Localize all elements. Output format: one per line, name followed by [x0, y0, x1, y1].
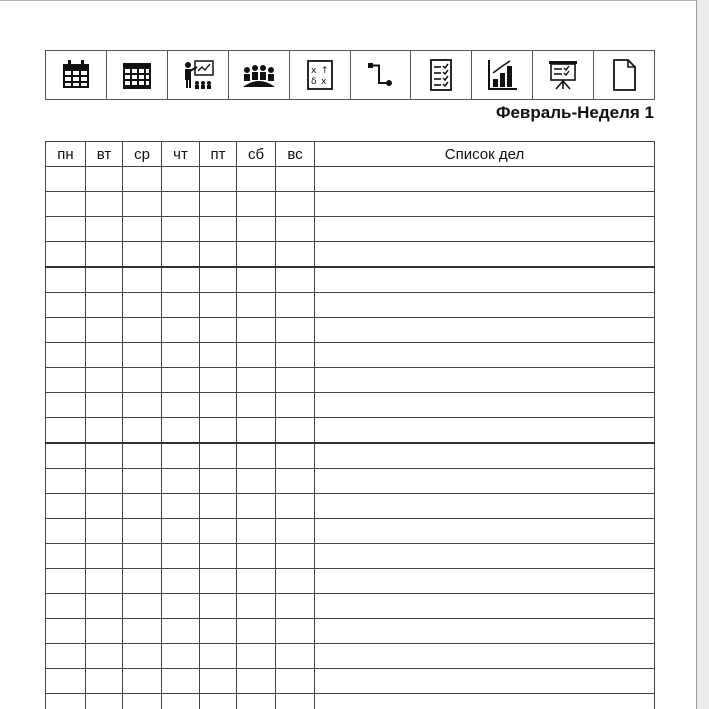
day-checkbox-cell-wed[interactable]	[123, 669, 162, 694]
day-checkbox-cell-fri[interactable]	[200, 343, 237, 368]
day-checkbox-cell-tue[interactable]	[86, 469, 123, 494]
grid-calendar-icon	[119, 57, 155, 93]
svg-text:δ: δ	[310, 77, 317, 87]
day-checkbox-cell-wed[interactable]	[123, 569, 162, 594]
day-checkbox-cell-fri[interactable]	[200, 192, 237, 217]
day-checkbox-cell-tue[interactable]	[86, 368, 123, 393]
day-checkbox-cell-sat[interactable]	[237, 267, 276, 293]
day-checkbox-cell-tue[interactable]	[86, 594, 123, 619]
day-header-mon: пн	[46, 142, 86, 167]
day-checkbox-cell-fri[interactable]	[200, 368, 237, 393]
svg-text:x: x	[320, 77, 326, 87]
weekly-planner-table	[45, 141, 655, 709]
task-cell[interactable]	[315, 343, 655, 368]
day-checkbox-cell-wed[interactable]	[123, 267, 162, 293]
grid-calendar-tool-button[interactable]	[107, 51, 168, 99]
day-checkbox-cell-sun[interactable]	[276, 343, 315, 368]
day-checkbox-cell-tue[interactable]	[86, 192, 123, 217]
day-checkbox-cell-sun[interactable]	[276, 318, 315, 343]
day-checkbox-cell-sun[interactable]	[276, 293, 315, 318]
table-row	[46, 242, 655, 268]
day-checkbox-cell-tue[interactable]	[86, 569, 123, 594]
day-checkbox-cell-fri[interactable]	[200, 217, 237, 242]
day-checkbox-cell-tue[interactable]	[86, 544, 123, 569]
day-checkbox-cell-sun[interactable]	[276, 167, 315, 192]
day-checkbox-cell-sat[interactable]	[237, 192, 276, 217]
table-row	[46, 694, 655, 709]
table-row	[46, 669, 655, 694]
day-checkbox-cell-sat[interactable]	[237, 619, 276, 644]
day-checkbox-cell-tue[interactable]	[86, 644, 123, 669]
table-row	[46, 217, 655, 242]
task-cell[interactable]	[315, 368, 655, 393]
day-checkbox-cell-fri[interactable]	[200, 393, 237, 418]
day-checkbox-cell-tue[interactable]	[86, 443, 123, 469]
task-list-header: Список дел	[315, 142, 655, 167]
day-checkbox-cell-tue[interactable]	[86, 694, 123, 709]
day-checkbox-cell-wed[interactable]	[123, 594, 162, 619]
day-checkbox-cell-sun[interactable]	[276, 569, 315, 594]
day-checkbox-cell-fri[interactable]	[200, 267, 237, 293]
task-cell[interactable]	[315, 619, 655, 644]
day-checkbox-cell-wed[interactable]	[123, 469, 162, 494]
table-row	[46, 318, 655, 343]
projector-board-icon	[545, 57, 581, 93]
day-checkbox-cell-sun[interactable]	[276, 519, 315, 544]
day-checkbox-cell-sun[interactable]	[276, 368, 315, 393]
day-checkbox-cell-thu[interactable]	[162, 594, 200, 619]
day-checkbox-cell-wed[interactable]	[123, 393, 162, 418]
day-checkbox-cell-sat[interactable]	[237, 368, 276, 393]
day-checkbox-cell-thu[interactable]	[162, 469, 200, 494]
day-checkbox-cell-wed[interactable]	[123, 418, 162, 444]
day-checkbox-cell-sat[interactable]	[237, 443, 276, 469]
task-cell[interactable]	[315, 569, 655, 594]
day-checkbox-cell-tue[interactable]	[86, 217, 123, 242]
task-cell[interactable]	[315, 644, 655, 669]
task-cell[interactable]	[315, 494, 655, 519]
day-checkbox-cell-sat[interactable]	[237, 544, 276, 569]
day-checkbox-cell-wed[interactable]	[123, 368, 162, 393]
day-checkbox-cell-thu[interactable]	[162, 167, 200, 192]
day-checkbox-cell-fri[interactable]	[200, 167, 237, 192]
day-checkbox-cell-thu[interactable]	[162, 242, 200, 268]
day-checkbox-cell-thu[interactable]	[162, 418, 200, 444]
day-checkbox-cell-thu[interactable]	[162, 669, 200, 694]
table-row	[46, 393, 655, 418]
day-checkbox-cell-sat[interactable]	[237, 343, 276, 368]
day-header-tue: вт	[86, 142, 123, 167]
day-checkbox-cell-sun[interactable]	[276, 469, 315, 494]
day-checkbox-cell-mon[interactable]	[46, 619, 86, 644]
day-checkbox-cell-tue[interactable]	[86, 619, 123, 644]
day-checkbox-cell-mon[interactable]	[46, 192, 86, 217]
day-checkbox-cell-wed[interactable]	[123, 619, 162, 644]
blank-page-icon	[606, 57, 642, 93]
task-cell[interactable]	[315, 393, 655, 418]
day-checkbox-cell-fri[interactable]	[200, 494, 237, 519]
day-checkbox-cell-thu[interactable]	[162, 443, 200, 469]
day-checkbox-cell-fri[interactable]	[200, 242, 237, 268]
day-checkbox-cell-sun[interactable]	[276, 619, 315, 644]
day-checkbox-cell-sun[interactable]	[276, 242, 315, 268]
day-checkbox-cell-tue[interactable]	[86, 669, 123, 694]
page-title: Февраль-Неделя 1	[495, 103, 654, 122]
workflow-tool-button[interactable]	[351, 51, 412, 99]
table-row	[46, 267, 655, 293]
day-checkbox-cell-thu[interactable]	[162, 293, 200, 318]
task-cell[interactable]	[315, 242, 655, 268]
day-checkbox-cell-sat[interactable]	[237, 418, 276, 444]
day-checkbox-cell-mon[interactable]	[46, 644, 86, 669]
day-checkbox-cell-thu[interactable]	[162, 519, 200, 544]
day-checkbox-cell-sat[interactable]	[237, 167, 276, 192]
day-checkbox-cell-tue[interactable]	[86, 318, 123, 343]
day-checkbox-cell-mon[interactable]	[46, 544, 86, 569]
day-checkbox-cell-fri[interactable]	[200, 293, 237, 318]
day-checkbox-cell-thu[interactable]	[162, 217, 200, 242]
day-checkbox-cell-sun[interactable]	[276, 644, 315, 669]
day-checkbox-cell-thu[interactable]	[162, 544, 200, 569]
day-checkbox-cell-thu[interactable]	[162, 569, 200, 594]
task-cell[interactable]	[315, 167, 655, 192]
day-checkbox-cell-mon[interactable]	[46, 418, 86, 444]
strategy-board-icon	[302, 57, 338, 93]
day-checkbox-cell-tue[interactable]	[86, 242, 123, 268]
day-checkbox-cell-sun[interactable]	[276, 217, 315, 242]
day-checkbox-cell-thu[interactable]	[162, 393, 200, 418]
day-checkbox-cell-thu[interactable]	[162, 267, 200, 293]
day-checkbox-cell-mon[interactable]	[46, 443, 86, 469]
table-row	[46, 494, 655, 519]
day-checkbox-cell-thu[interactable]	[162, 619, 200, 644]
day-checkbox-cell-sun[interactable]	[276, 669, 315, 694]
svg-text:x: x	[310, 66, 316, 76]
day-checkbox-cell-fri[interactable]	[200, 443, 237, 469]
day-checkbox-cell-sat[interactable]	[237, 242, 276, 268]
table-row	[46, 368, 655, 393]
calendar-tool-button[interactable]	[46, 51, 107, 99]
task-cell[interactable]	[315, 418, 655, 444]
day-checkbox-cell-tue[interactable]	[86, 293, 123, 318]
day-checkbox-cell-mon[interactable]	[46, 393, 86, 418]
day-checkbox-cell-thu[interactable]	[162, 644, 200, 669]
day-checkbox-cell-wed[interactable]	[123, 494, 162, 519]
day-checkbox-cell-sat[interactable]	[237, 217, 276, 242]
table-row	[46, 519, 655, 544]
day-checkbox-cell-fri[interactable]	[200, 619, 237, 644]
table-row	[46, 192, 655, 217]
day-checkbox-cell-tue[interactable]	[86, 267, 123, 293]
day-checkbox-cell-tue[interactable]	[86, 393, 123, 418]
day-checkbox-cell-fri[interactable]	[200, 519, 237, 544]
day-checkbox-cell-sun[interactable]	[276, 494, 315, 519]
day-checkbox-cell-wed[interactable]	[123, 293, 162, 318]
svg-text:↑: ↑	[320, 66, 329, 76]
task-cell[interactable]	[315, 694, 655, 709]
task-cell[interactable]	[315, 443, 655, 469]
day-checkbox-cell-wed[interactable]	[123, 343, 162, 368]
projector-tool-button[interactable]	[533, 51, 594, 99]
day-checkbox-cell-wed[interactable]	[123, 192, 162, 217]
table-row	[46, 167, 655, 192]
day-checkbox-cell-fri[interactable]	[200, 694, 237, 709]
task-cell[interactable]	[315, 669, 655, 694]
day-checkbox-cell-sun[interactable]	[276, 544, 315, 569]
day-checkbox-cell-sun[interactable]	[276, 594, 315, 619]
day-checkbox-cell-wed[interactable]	[123, 443, 162, 469]
day-checkbox-cell-wed[interactable]	[123, 242, 162, 268]
table-row	[46, 569, 655, 594]
day-checkbox-cell-fri[interactable]	[200, 318, 237, 343]
day-header-fri: пт	[200, 142, 237, 167]
day-checkbox-cell-tue[interactable]	[86, 167, 123, 192]
day-checkbox-cell-sat[interactable]	[237, 293, 276, 318]
task-cell[interactable]	[315, 469, 655, 494]
table-row	[46, 594, 655, 619]
day-checkbox-cell-fri[interactable]	[200, 644, 237, 669]
day-checkbox-cell-sat[interactable]	[237, 318, 276, 343]
day-checkbox-cell-sun[interactable]	[276, 694, 315, 709]
day-checkbox-cell-mon[interactable]	[46, 494, 86, 519]
table-row	[46, 343, 655, 368]
day-checkbox-cell-wed[interactable]	[123, 694, 162, 709]
day-checkbox-cell-tue[interactable]	[86, 418, 123, 444]
day-checkbox-cell-tue[interactable]	[86, 519, 123, 544]
blank-page-tool-button[interactable]	[594, 51, 654, 99]
day-checkbox-cell-fri[interactable]	[200, 544, 237, 569]
header-row	[46, 142, 655, 167]
table-row	[46, 443, 655, 469]
day-checkbox-cell-fri[interactable]	[200, 418, 237, 444]
day-checkbox-cell-wed[interactable]	[123, 167, 162, 192]
task-cell[interactable]	[315, 192, 655, 217]
day-checkbox-cell-mon[interactable]	[46, 669, 86, 694]
planner-body	[46, 167, 655, 709]
day-checkbox-cell-sat[interactable]	[237, 519, 276, 544]
day-checkbox-cell-sat[interactable]	[237, 469, 276, 494]
day-checkbox-cell-mon[interactable]	[46, 694, 86, 709]
bar-chart-icon	[484, 57, 520, 93]
day-checkbox-cell-mon[interactable]	[46, 469, 86, 494]
day-checkbox-cell-thu[interactable]	[162, 343, 200, 368]
day-checkbox-cell-thu[interactable]	[162, 368, 200, 393]
table-row	[46, 544, 655, 569]
day-checkbox-cell-wed[interactable]	[123, 519, 162, 544]
day-checkbox-cell-thu[interactable]	[162, 318, 200, 343]
day-checkbox-cell-sun[interactable]	[276, 443, 315, 469]
day-checkbox-cell-sun[interactable]	[276, 393, 315, 418]
task-cell[interactable]	[315, 544, 655, 569]
day-checkbox-cell-sat[interactable]	[237, 569, 276, 594]
day-checkbox-cell-fri[interactable]	[200, 669, 237, 694]
task-cell[interactable]	[315, 519, 655, 544]
table-row	[46, 418, 655, 444]
day-checkbox-cell-wed[interactable]	[123, 544, 162, 569]
day-checkbox-cell-mon[interactable]	[46, 569, 86, 594]
day-checkbox-cell-mon[interactable]	[46, 343, 86, 368]
day-checkbox-cell-sat[interactable]	[237, 644, 276, 669]
teacher-board-icon	[180, 57, 216, 93]
workflow-icon	[362, 57, 398, 93]
checklist-icon	[423, 57, 459, 93]
table-row	[46, 293, 655, 318]
day-checkbox-cell-thu[interactable]	[162, 694, 200, 709]
day-checkbox-cell-sun[interactable]	[276, 418, 315, 444]
day-checkbox-cell-tue[interactable]	[86, 494, 123, 519]
day-checkbox-cell-sat[interactable]	[237, 694, 276, 709]
day-header-sat: сб	[237, 142, 276, 167]
day-header-wed: ср	[123, 142, 162, 167]
day-checkbox-cell-wed[interactable]	[123, 217, 162, 242]
day-checkbox-cell-mon[interactable]	[46, 368, 86, 393]
day-header-sun: вс	[276, 142, 315, 167]
task-cell[interactable]	[315, 318, 655, 343]
day-checkbox-cell-sun[interactable]	[276, 192, 315, 217]
checklist-tool-button[interactable]	[411, 51, 472, 99]
day-checkbox-cell-mon[interactable]	[46, 594, 86, 619]
day-checkbox-cell-thu[interactable]	[162, 192, 200, 217]
day-checkbox-cell-fri[interactable]	[200, 569, 237, 594]
presentation-tool-button[interactable]	[168, 51, 229, 99]
day-checkbox-cell-mon[interactable]	[46, 217, 86, 242]
task-cell[interactable]	[315, 293, 655, 318]
day-checkbox-cell-sat[interactable]	[237, 494, 276, 519]
day-checkbox-cell-sat[interactable]	[237, 594, 276, 619]
chart-tool-button[interactable]	[472, 51, 533, 99]
day-checkbox-cell-mon[interactable]	[46, 519, 86, 544]
day-checkbox-cell-mon[interactable]	[46, 318, 86, 343]
day-checkbox-cell-tue[interactable]	[86, 343, 123, 368]
meeting-tool-button[interactable]	[229, 51, 290, 99]
meeting-group-icon	[241, 57, 277, 93]
task-cell[interactable]	[315, 594, 655, 619]
day-checkbox-cell-wed[interactable]	[123, 644, 162, 669]
task-cell[interactable]	[315, 267, 655, 293]
task-cell[interactable]	[315, 217, 655, 242]
day-header-thu: чт	[162, 142, 200, 167]
day-checkbox-cell-mon[interactable]	[46, 167, 86, 192]
day-checkbox-cell-thu[interactable]	[162, 494, 200, 519]
day-checkbox-cell-mon[interactable]	[46, 242, 86, 268]
calendar-icon	[58, 57, 94, 93]
day-checkbox-cell-wed[interactable]	[123, 318, 162, 343]
table-row	[46, 469, 655, 494]
day-checkbox-cell-sat[interactable]	[237, 669, 276, 694]
table-row	[46, 619, 655, 644]
day-checkbox-cell-fri[interactable]	[200, 469, 237, 494]
day-checkbox-cell-fri[interactable]	[200, 594, 237, 619]
strategy-tool-button[interactable]	[290, 51, 351, 99]
table-row	[46, 644, 655, 669]
icon-toolbar	[45, 50, 655, 100]
day-checkbox-cell-mon[interactable]	[46, 293, 86, 318]
day-checkbox-cell-mon[interactable]	[46, 267, 86, 293]
day-checkbox-cell-sat[interactable]	[237, 393, 276, 418]
day-checkbox-cell-sun[interactable]	[276, 267, 315, 293]
